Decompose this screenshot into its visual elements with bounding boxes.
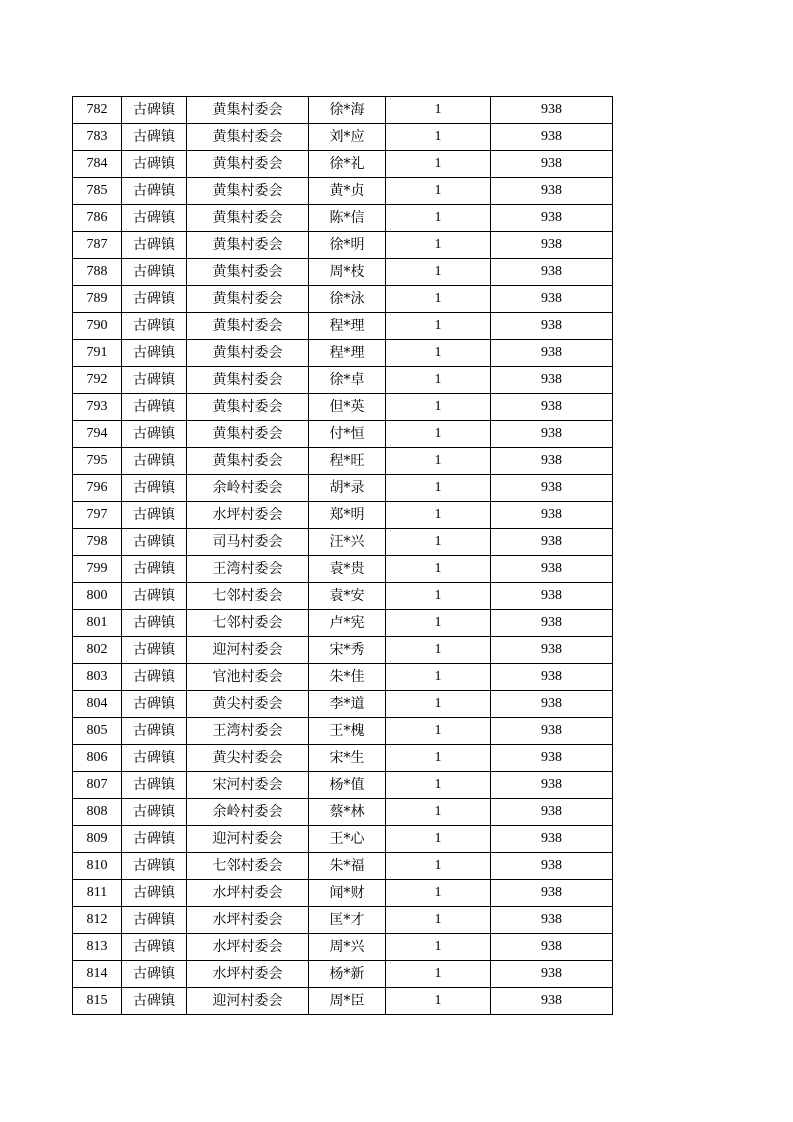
- village-committee-cell: 黄集村委会: [187, 259, 309, 286]
- village-committee-cell: 王湾村委会: [187, 556, 309, 583]
- count-cell: 1: [386, 340, 491, 367]
- table-row: [73, 124, 613, 151]
- name-cell: 袁*安: [309, 583, 386, 610]
- town-cell: 古碑镇: [122, 934, 187, 961]
- name-cell: 宋*生: [309, 745, 386, 772]
- town-cell: 古碑镇: [122, 826, 187, 853]
- table-row: [73, 907, 613, 934]
- name-cell: 杨*新: [309, 961, 386, 988]
- row-number-cell: 784: [73, 151, 122, 178]
- amount-cell: 938: [491, 448, 613, 475]
- amount-cell: 938: [491, 664, 613, 691]
- table-row: [73, 880, 613, 907]
- name-cell: 但*英: [309, 394, 386, 421]
- row-number-cell: 794: [73, 421, 122, 448]
- amount-cell: 938: [491, 772, 613, 799]
- count-cell: 1: [386, 718, 491, 745]
- row-number-cell: 786: [73, 205, 122, 232]
- table-row: [73, 772, 613, 799]
- table-row: [73, 151, 613, 178]
- amount-cell: 938: [491, 502, 613, 529]
- amount-cell: 938: [491, 394, 613, 421]
- name-cell: 袁*贵: [309, 556, 386, 583]
- town-cell: 古碑镇: [122, 475, 187, 502]
- count-cell: 1: [386, 151, 491, 178]
- name-cell: 汪*兴: [309, 529, 386, 556]
- village-committee-cell: 王湾村委会: [187, 718, 309, 745]
- town-cell: 古碑镇: [122, 124, 187, 151]
- row-number-cell: 803: [73, 664, 122, 691]
- row-number-cell: 793: [73, 394, 122, 421]
- name-cell: 程*旺: [309, 448, 386, 475]
- village-committee-cell: 七邻村委会: [187, 583, 309, 610]
- village-committee-cell: 黄集村委会: [187, 421, 309, 448]
- table-row: [73, 421, 613, 448]
- town-cell: 古碑镇: [122, 97, 187, 124]
- table-body: [73, 97, 613, 1015]
- name-cell: 胡*录: [309, 475, 386, 502]
- village-committee-cell: 水坪村委会: [187, 880, 309, 907]
- count-cell: 1: [386, 232, 491, 259]
- name-cell: 刘*应: [309, 124, 386, 151]
- town-cell: 古碑镇: [122, 907, 187, 934]
- table-row: [73, 313, 613, 340]
- village-committee-cell: 黄集村委会: [187, 124, 309, 151]
- name-cell: 王*槐: [309, 718, 386, 745]
- table-row: [73, 97, 613, 124]
- table-row: [73, 988, 613, 1015]
- table-row: [73, 934, 613, 961]
- amount-cell: 938: [491, 907, 613, 934]
- name-cell: 徐*海: [309, 97, 386, 124]
- count-cell: 1: [386, 367, 491, 394]
- table-row: [73, 961, 613, 988]
- town-cell: 古碑镇: [122, 313, 187, 340]
- count-cell: 1: [386, 988, 491, 1015]
- amount-cell: 938: [491, 556, 613, 583]
- village-committee-cell: 七邻村委会: [187, 853, 309, 880]
- row-number-cell: 813: [73, 934, 122, 961]
- count-cell: 1: [386, 637, 491, 664]
- village-committee-cell: 水坪村委会: [187, 907, 309, 934]
- village-committee-cell: 黄集村委会: [187, 232, 309, 259]
- amount-cell: 938: [491, 853, 613, 880]
- row-number-cell: 804: [73, 691, 122, 718]
- row-number-cell: 800: [73, 583, 122, 610]
- row-number-cell: 811: [73, 880, 122, 907]
- amount-cell: 938: [491, 718, 613, 745]
- town-cell: 古碑镇: [122, 340, 187, 367]
- count-cell: 1: [386, 934, 491, 961]
- count-cell: 1: [386, 907, 491, 934]
- count-cell: 1: [386, 421, 491, 448]
- table-row: [73, 556, 613, 583]
- town-cell: 古碑镇: [122, 610, 187, 637]
- town-cell: 古碑镇: [122, 259, 187, 286]
- count-cell: 1: [386, 502, 491, 529]
- row-number-cell: 797: [73, 502, 122, 529]
- row-number-cell: 805: [73, 718, 122, 745]
- table-row: [73, 691, 613, 718]
- town-cell: 古碑镇: [122, 583, 187, 610]
- town-cell: 古碑镇: [122, 853, 187, 880]
- name-cell: 程*理: [309, 313, 386, 340]
- table-row: [73, 637, 613, 664]
- town-cell: 古碑镇: [122, 691, 187, 718]
- count-cell: 1: [386, 853, 491, 880]
- name-cell: 徐*泳: [309, 286, 386, 313]
- name-cell: 朱*福: [309, 853, 386, 880]
- town-cell: 古碑镇: [122, 988, 187, 1015]
- town-cell: 古碑镇: [122, 286, 187, 313]
- table-row: [73, 610, 613, 637]
- amount-cell: 938: [491, 745, 613, 772]
- count-cell: 1: [386, 961, 491, 988]
- village-committee-cell: 黄集村委会: [187, 313, 309, 340]
- town-cell: 古碑镇: [122, 718, 187, 745]
- name-cell: 黄*贞: [309, 178, 386, 205]
- count-cell: 1: [386, 124, 491, 151]
- town-cell: 古碑镇: [122, 772, 187, 799]
- count-cell: 1: [386, 259, 491, 286]
- village-committee-cell: 黄集村委会: [187, 205, 309, 232]
- amount-cell: 938: [491, 286, 613, 313]
- count-cell: 1: [386, 583, 491, 610]
- row-number-cell: 791: [73, 340, 122, 367]
- name-cell: 朱*佳: [309, 664, 386, 691]
- name-cell: 徐*卓: [309, 367, 386, 394]
- name-cell: 郑*明: [309, 502, 386, 529]
- name-cell: 徐*礼: [309, 151, 386, 178]
- amount-cell: 938: [491, 178, 613, 205]
- table-row: [73, 664, 613, 691]
- village-committee-cell: 黄集村委会: [187, 97, 309, 124]
- name-cell: 程*理: [309, 340, 386, 367]
- amount-cell: 938: [491, 880, 613, 907]
- town-cell: 古碑镇: [122, 637, 187, 664]
- village-committee-cell: 黄集村委会: [187, 367, 309, 394]
- name-cell: 周*兴: [309, 934, 386, 961]
- name-cell: 李*道: [309, 691, 386, 718]
- village-committee-cell: 水坪村委会: [187, 934, 309, 961]
- amount-cell: 938: [491, 97, 613, 124]
- amount-cell: 938: [491, 259, 613, 286]
- table-row: [73, 826, 613, 853]
- amount-cell: 938: [491, 799, 613, 826]
- count-cell: 1: [386, 664, 491, 691]
- amount-cell: 938: [491, 367, 613, 394]
- amount-cell: 938: [491, 124, 613, 151]
- name-cell: 杨*值: [309, 772, 386, 799]
- village-committee-cell: 迎河村委会: [187, 637, 309, 664]
- data-table: [72, 96, 613, 1015]
- row-number-cell: 787: [73, 232, 122, 259]
- row-number-cell: 796: [73, 475, 122, 502]
- amount-cell: 938: [491, 826, 613, 853]
- table-row: [73, 583, 613, 610]
- table-row: [73, 448, 613, 475]
- count-cell: 1: [386, 178, 491, 205]
- town-cell: 古碑镇: [122, 502, 187, 529]
- row-number-cell: 809: [73, 826, 122, 853]
- count-cell: 1: [386, 448, 491, 475]
- row-number-cell: 783: [73, 124, 122, 151]
- count-cell: 1: [386, 799, 491, 826]
- town-cell: 古碑镇: [122, 961, 187, 988]
- name-cell: 徐*明: [309, 232, 386, 259]
- row-number-cell: 807: [73, 772, 122, 799]
- row-number-cell: 782: [73, 97, 122, 124]
- amount-cell: 938: [491, 610, 613, 637]
- amount-cell: 938: [491, 340, 613, 367]
- village-committee-cell: 黄集村委会: [187, 448, 309, 475]
- town-cell: 古碑镇: [122, 205, 187, 232]
- table-row: [73, 178, 613, 205]
- count-cell: 1: [386, 475, 491, 502]
- amount-cell: 938: [491, 691, 613, 718]
- town-cell: 古碑镇: [122, 556, 187, 583]
- name-cell: 付*恒: [309, 421, 386, 448]
- row-number-cell: 802: [73, 637, 122, 664]
- count-cell: 1: [386, 313, 491, 340]
- table-row: [73, 853, 613, 880]
- row-number-cell: 798: [73, 529, 122, 556]
- row-number-cell: 815: [73, 988, 122, 1015]
- name-cell: 宋*秀: [309, 637, 386, 664]
- name-cell: 陈*信: [309, 205, 386, 232]
- name-cell: 周*枝: [309, 259, 386, 286]
- row-number-cell: 801: [73, 610, 122, 637]
- name-cell: 闻*财: [309, 880, 386, 907]
- amount-cell: 938: [491, 583, 613, 610]
- row-number-cell: 814: [73, 961, 122, 988]
- table-row: [73, 367, 613, 394]
- table-row: [73, 259, 613, 286]
- village-committee-cell: 黄集村委会: [187, 178, 309, 205]
- table-row: [73, 232, 613, 259]
- town-cell: 古碑镇: [122, 664, 187, 691]
- row-number-cell: 806: [73, 745, 122, 772]
- village-committee-cell: 黄集村委会: [187, 394, 309, 421]
- amount-cell: 938: [491, 421, 613, 448]
- village-committee-cell: 黄集村委会: [187, 286, 309, 313]
- name-cell: 周*臣: [309, 988, 386, 1015]
- table-row: [73, 340, 613, 367]
- row-number-cell: 810: [73, 853, 122, 880]
- table-row: [73, 475, 613, 502]
- name-cell: 蔡*林: [309, 799, 386, 826]
- village-committee-cell: 水坪村委会: [187, 961, 309, 988]
- village-committee-cell: 黄集村委会: [187, 151, 309, 178]
- town-cell: 古碑镇: [122, 232, 187, 259]
- amount-cell: 938: [491, 205, 613, 232]
- village-committee-cell: 黄尖村委会: [187, 691, 309, 718]
- amount-cell: 938: [491, 988, 613, 1015]
- village-committee-cell: 迎河村委会: [187, 826, 309, 853]
- row-number-cell: 790: [73, 313, 122, 340]
- village-committee-cell: 余岭村委会: [187, 475, 309, 502]
- count-cell: 1: [386, 826, 491, 853]
- amount-cell: 938: [491, 151, 613, 178]
- table-row: [73, 286, 613, 313]
- amount-cell: 938: [491, 232, 613, 259]
- table-row: [73, 745, 613, 772]
- town-cell: 古碑镇: [122, 529, 187, 556]
- table-row: [73, 394, 613, 421]
- row-number-cell: 812: [73, 907, 122, 934]
- village-committee-cell: 余岭村委会: [187, 799, 309, 826]
- amount-cell: 938: [491, 529, 613, 556]
- town-cell: 古碑镇: [122, 151, 187, 178]
- village-committee-cell: 七邻村委会: [187, 610, 309, 637]
- count-cell: 1: [386, 880, 491, 907]
- count-cell: 1: [386, 205, 491, 232]
- name-cell: 卢*宪: [309, 610, 386, 637]
- count-cell: 1: [386, 772, 491, 799]
- town-cell: 古碑镇: [122, 880, 187, 907]
- count-cell: 1: [386, 529, 491, 556]
- village-committee-cell: 水坪村委会: [187, 502, 309, 529]
- amount-cell: 938: [491, 313, 613, 340]
- table-row: [73, 502, 613, 529]
- village-committee-cell: 黄集村委会: [187, 340, 309, 367]
- count-cell: 1: [386, 556, 491, 583]
- row-number-cell: 792: [73, 367, 122, 394]
- name-cell: 匡*才: [309, 907, 386, 934]
- row-number-cell: 795: [73, 448, 122, 475]
- town-cell: 古碑镇: [122, 448, 187, 475]
- amount-cell: 938: [491, 637, 613, 664]
- town-cell: 古碑镇: [122, 394, 187, 421]
- amount-cell: 938: [491, 475, 613, 502]
- town-cell: 古碑镇: [122, 745, 187, 772]
- town-cell: 古碑镇: [122, 421, 187, 448]
- town-cell: 古碑镇: [122, 799, 187, 826]
- row-number-cell: 788: [73, 259, 122, 286]
- count-cell: 1: [386, 394, 491, 421]
- village-committee-cell: 迎河村委会: [187, 988, 309, 1015]
- village-committee-cell: 宋河村委会: [187, 772, 309, 799]
- table-row: [73, 799, 613, 826]
- count-cell: 1: [386, 610, 491, 637]
- village-committee-cell: 官池村委会: [187, 664, 309, 691]
- village-committee-cell: 黄尖村委会: [187, 745, 309, 772]
- village-committee-cell: 司马村委会: [187, 529, 309, 556]
- table-row: [73, 529, 613, 556]
- amount-cell: 938: [491, 961, 613, 988]
- row-number-cell: 808: [73, 799, 122, 826]
- row-number-cell: 785: [73, 178, 122, 205]
- count-cell: 1: [386, 97, 491, 124]
- count-cell: 1: [386, 745, 491, 772]
- count-cell: 1: [386, 286, 491, 313]
- row-number-cell: 799: [73, 556, 122, 583]
- row-number-cell: 789: [73, 286, 122, 313]
- count-cell: 1: [386, 691, 491, 718]
- town-cell: 古碑镇: [122, 178, 187, 205]
- table-row: [73, 718, 613, 745]
- name-cell: 王*心: [309, 826, 386, 853]
- town-cell: 古碑镇: [122, 367, 187, 394]
- table-row: [73, 205, 613, 232]
- amount-cell: 938: [491, 934, 613, 961]
